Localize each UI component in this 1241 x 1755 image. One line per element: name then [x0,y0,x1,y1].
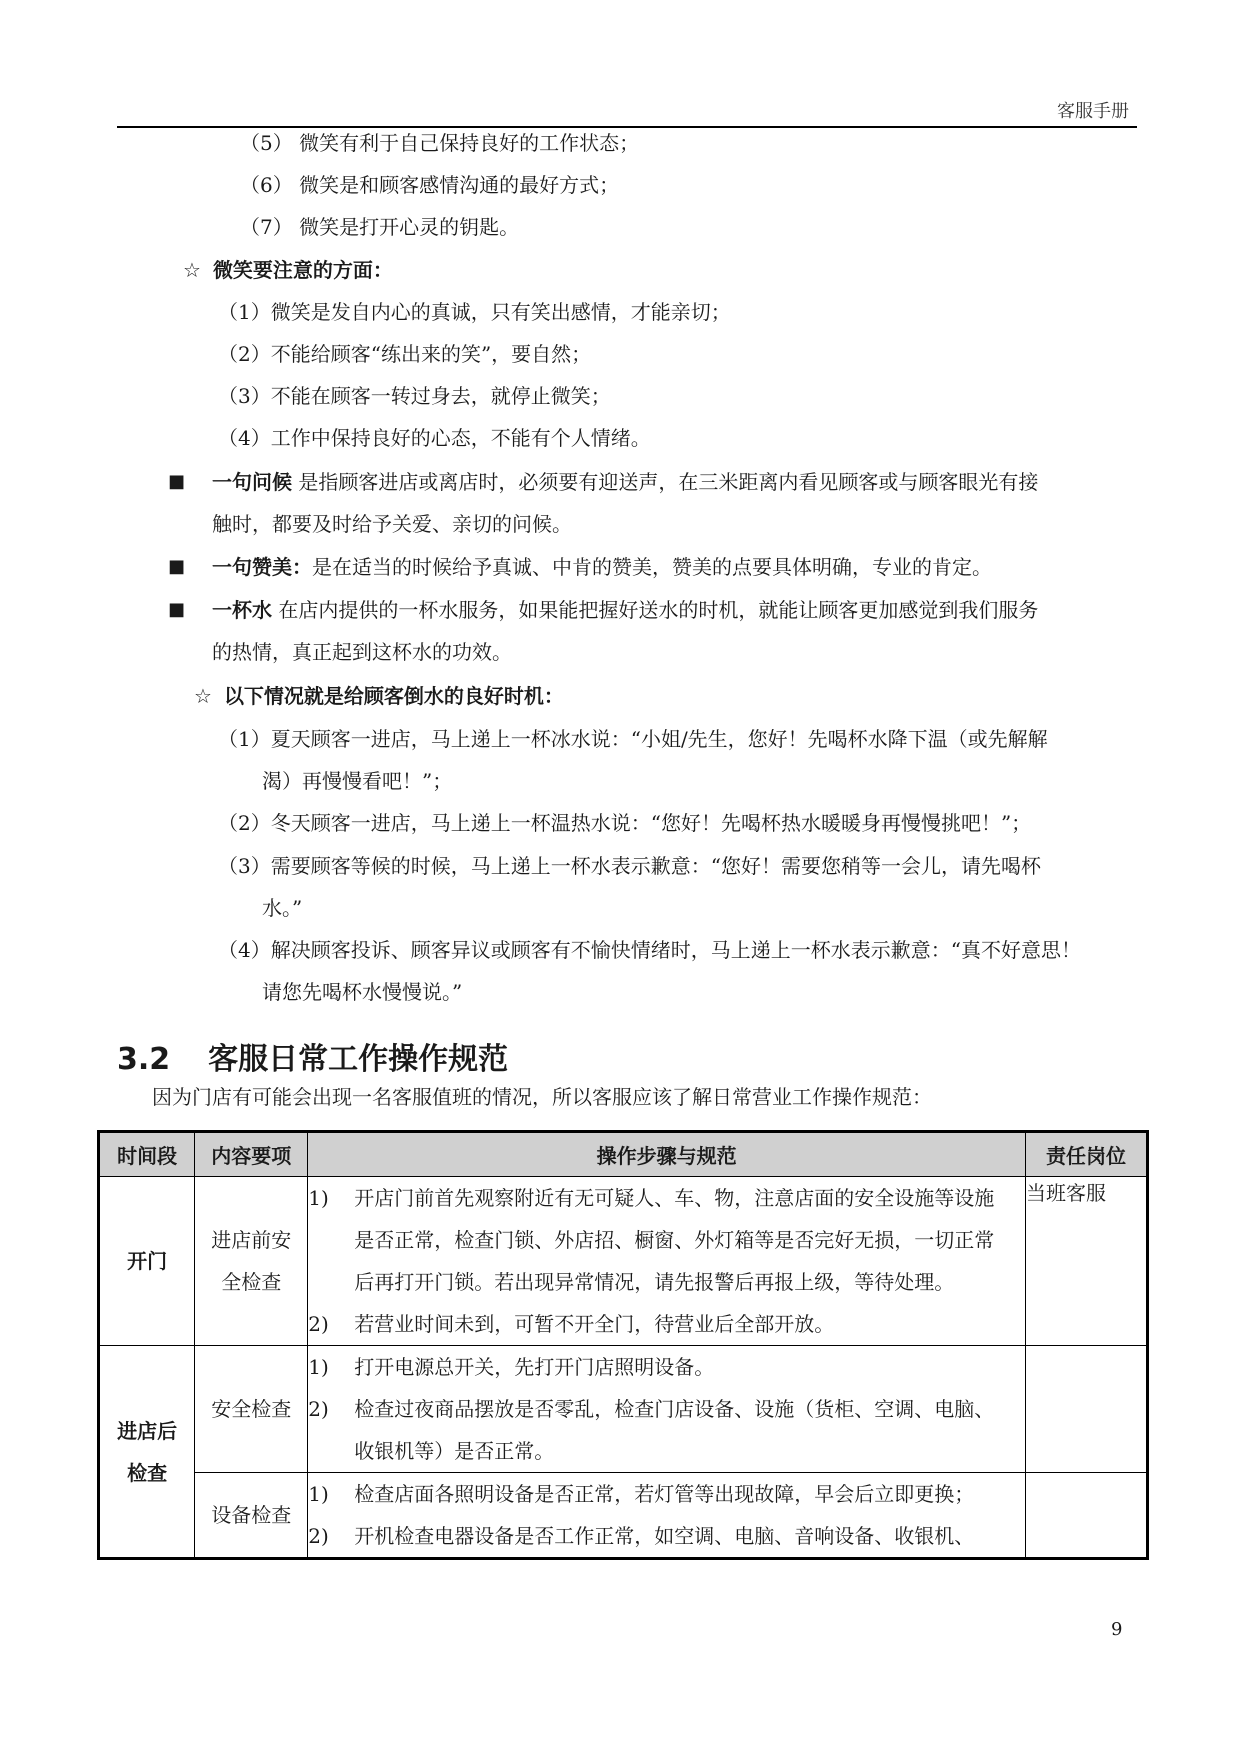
section-intro: 因为门店有可能会出现一名客服值班的情况，所以客服应该了解日常营业工作操作规范： [152,1085,932,1109]
praise-text: 是在适当的时候给予真诚、中肯的赞美，赞美的点要具体明确，专业的肯定。 [312,555,992,579]
list-item: （7） 微笑是打开心灵的钥匙。 [240,215,520,239]
square-bullet-icon: ■ [168,599,186,620]
item-cell: 设备检查 [195,1473,308,1559]
list-item: （5） 微笑有利于自己保持良好的工作状态； [240,131,640,155]
step [308,1515,1025,1557]
section-number: 3.2 [117,1042,171,1077]
water-timing-heading [194,684,564,708]
table-header-row [99,1132,1148,1177]
period-line: 检查 [127,1460,168,1485]
post-cell [1026,1473,1148,1559]
item-cell [195,1177,308,1346]
smile-notes-heading [183,258,393,282]
list-item-continued: 渴）再慢慢看吧！”； [262,769,453,793]
column-header: 操作步骤与规范 [308,1132,1026,1177]
list-item: （6） 微笑是和顾客感情沟通的最好方式； [240,173,620,197]
list-item: （1）夏天顾客一进店，马上递上一杯冰水说：“小姐/先生，您好！先喝杯水降下温（或先解解 [218,727,1048,751]
step-text: 开机检查电器设备是否工作正常，如空调、电脑、音响设备、收银机、 [354,1524,975,1548]
table-row [99,1473,1148,1559]
greeting-label: 一句问候 [212,470,292,494]
period-cell [99,1346,195,1559]
step-number: 2) [308,1524,329,1548]
square-bullet-icon: ■ [168,471,186,492]
step-number: 2) [308,1312,329,1336]
step-number: 2) [308,1397,329,1421]
water-text: 在店内提供的一杯水服务，如果能把握好送水的时机，就能让顾客更加感觉到我们服务 [278,598,1039,622]
list-item: （4）工作中保持良好的心态，不能有个人情绪。 [218,426,651,450]
steps-cell [308,1346,1026,1473]
star-icon: ☆ [194,684,212,708]
section-heading [117,1034,508,1078]
column-header: 内容要项 [195,1132,308,1177]
list-item-continued: 水。” [262,896,303,920]
step-text: 打开电源总开关，先打开门店照明设备。 [354,1355,715,1379]
header-rule [117,126,1137,128]
operations-table [97,1130,1149,1560]
list-item: （4）解决顾客投诉、顾客异议或顾客有不愉快情绪时，马上递上一杯水表示歉意：“真不好意思！ [218,938,1081,962]
list-item: （2）冬天顾客一进店，马上递上一杯温热水说：“您好！先喝杯热水暖暖身再慢慢挑吧！”； [218,811,1032,835]
section-title: 客服日常工作操作规范 [208,1042,509,1077]
step [308,1177,1025,1303]
post-cell: 当班客服 [1026,1177,1148,1346]
water-line [212,598,1038,622]
step [308,1388,1025,1472]
table-row [99,1346,1148,1473]
list-item: （2）不能给顾客“练出来的笑”，要自然； [218,342,592,366]
list-item: （1）微笑是发自内心的真诚，只有笑出感情，才能亲切； [218,300,731,324]
step [308,1346,1025,1388]
praise-label: 一句赞美： [212,555,312,579]
list-item: （3）需要顾客等候的时候，马上递上一杯水表示歉意：“您好！需要您稍等一会儿，请先喝杯 [218,854,1041,878]
item-line: 全检查 [221,1270,282,1294]
smile-notes-heading-text: 微笑要注意的方面： [212,258,393,282]
list-item: （3）不能在顾客一转过身去，就停止微笑； [218,384,611,408]
column-header: 责任岗位 [1026,1132,1148,1177]
step-text: 开店门前首先观察附近有无可疑人、车、物，注意店面的安全设施等设施是否正常，检查门锁、外店招、橱窗、外灯箱等是否完好无损，一切正常后再打开门锁。若出现异常情况，请先报警后再报上级，等待处理。 [354,1186,995,1294]
list-item-continued: 请您先喝杯水慢慢说。” [262,980,463,1004]
header-title: 客服手册 [1057,101,1129,122]
item-cell: 安全检查 [195,1346,308,1473]
step-number: 1) [308,1482,329,1506]
praise-line [212,555,992,579]
star-icon: ☆ [183,258,201,282]
water-label: 一杯水 [212,598,272,622]
step-text: 检查店面各照明设备是否正常，若灯管等出现故障，早会后立即更换； [354,1482,975,1506]
step-text: 检查过夜商品摆放是否零乱，检查门店设备、设施（货柜、空调、电脑、收银机等）是否正常。 [354,1397,995,1463]
table-row [99,1177,1148,1346]
water-timing-heading-text: 以下情况就是给顾客倒水的良好时机： [223,684,564,708]
step-number: 1) [308,1355,329,1379]
period-line: 进店后 [117,1418,178,1443]
item-line: 进店前安 [211,1228,292,1252]
period-cell: 开门 [99,1177,195,1346]
page-number: 9 [1111,1619,1123,1640]
step-text: 若营业时间未到，可暂不开全门，待营业后全部开放。 [354,1312,835,1336]
greeting-line-2: 触时，都要及时给予关爱、亲切的问候。 [212,512,572,536]
post-cell [1026,1346,1148,1473]
greeting-text: 是指顾客进店或离店时，必须要有迎送声，在三米距离内看见顾客或与顾客眼光有接 [298,470,1039,494]
greeting-line [212,470,1038,494]
step [308,1473,1025,1515]
step-number: 1) [308,1186,329,1210]
step [308,1303,1025,1345]
steps-cell [308,1177,1026,1346]
column-header: 时间段 [99,1132,195,1177]
steps-cell [308,1473,1026,1559]
water-line-2: 的热情，真正起到这杯水的功效。 [212,640,512,664]
square-bullet-icon: ■ [168,556,186,577]
